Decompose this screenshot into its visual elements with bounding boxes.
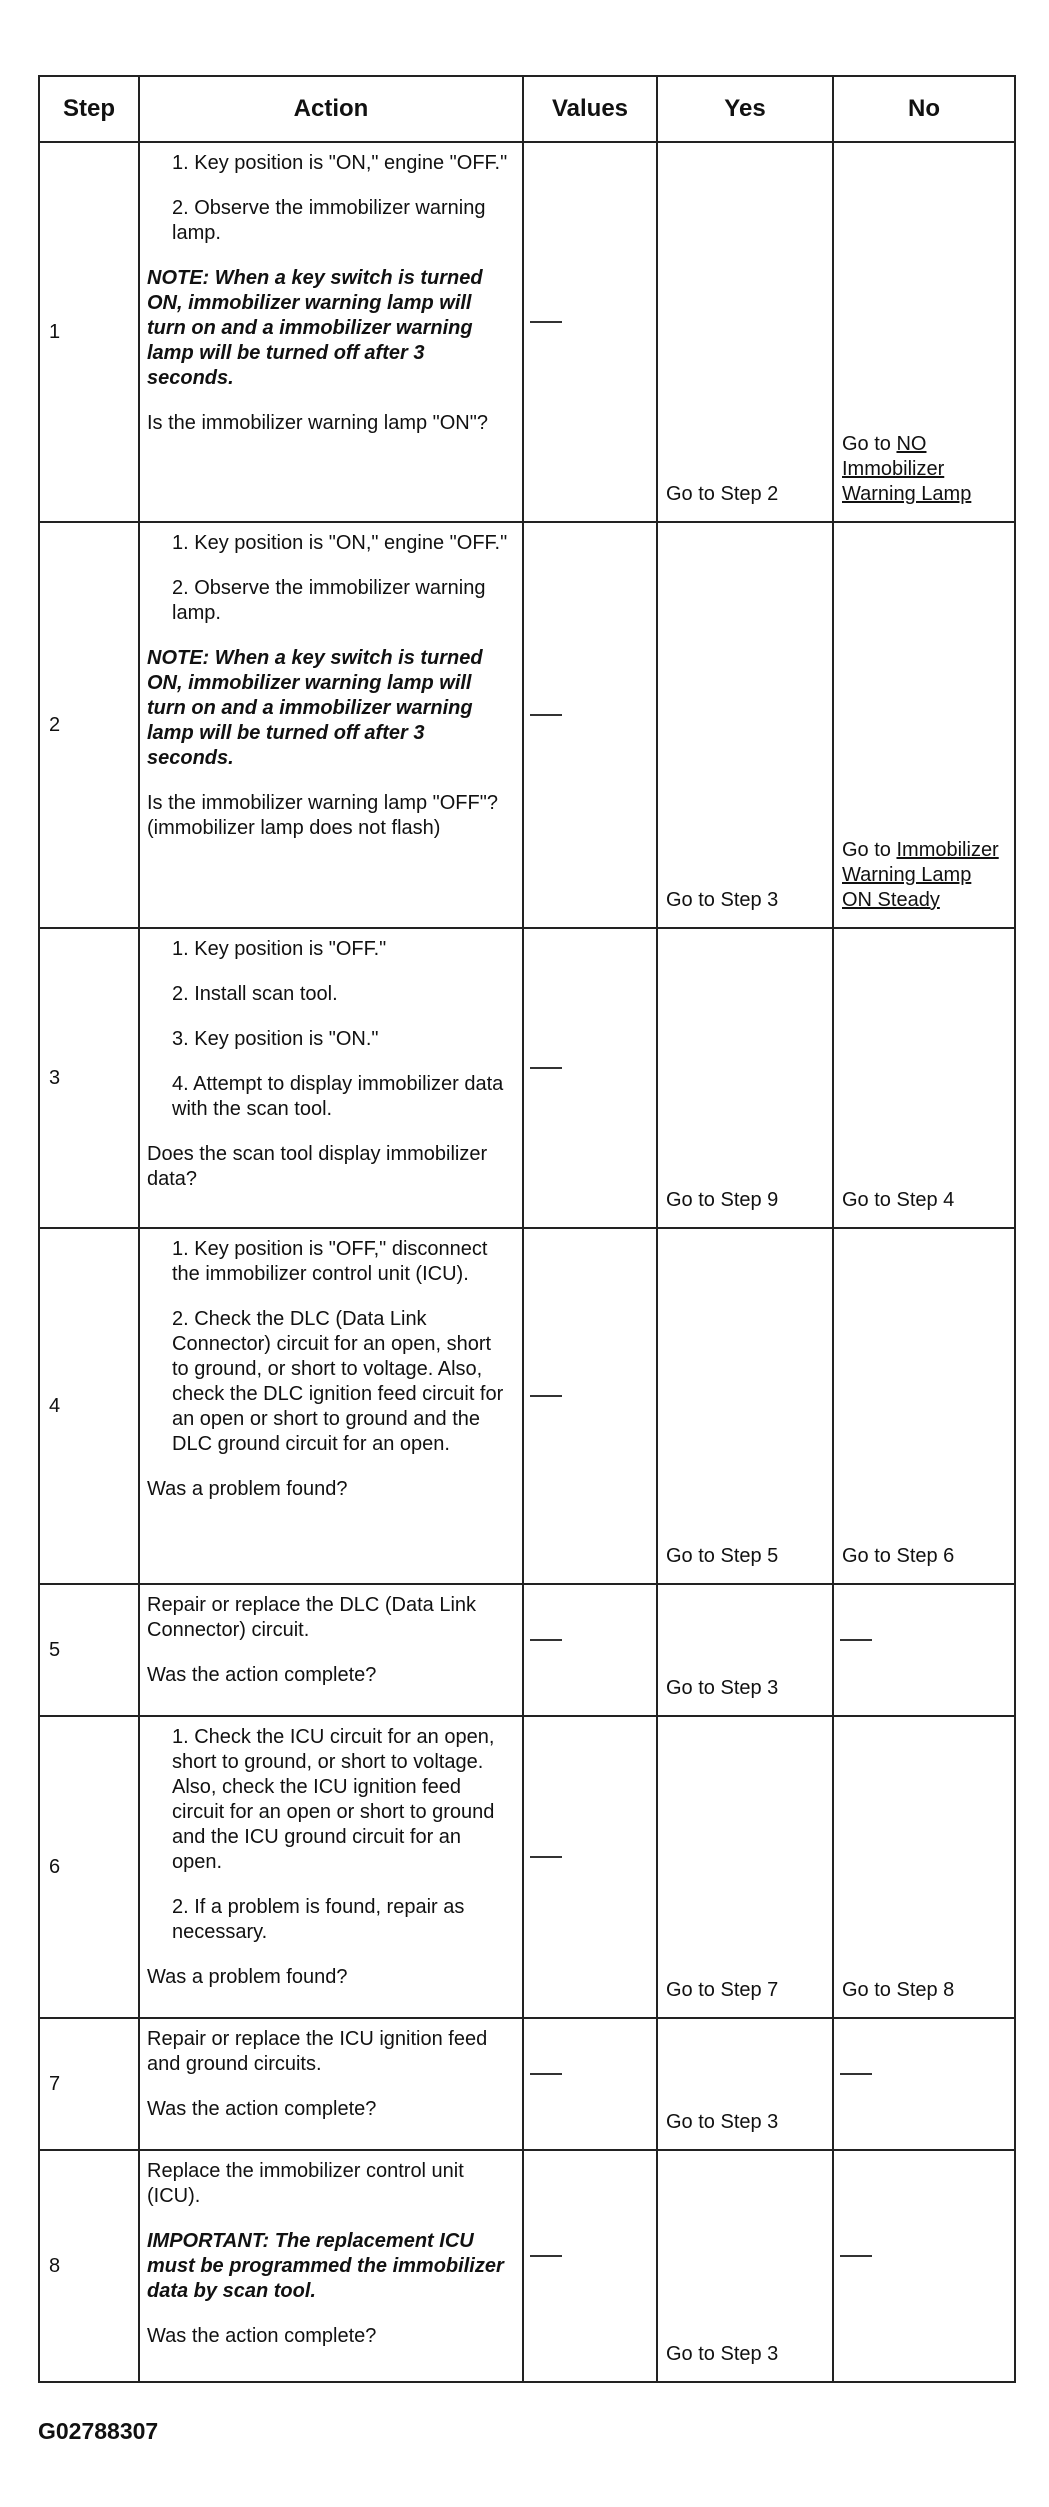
no-text: Go to Step 4 xyxy=(842,1189,955,1211)
values-cell xyxy=(523,1584,657,1716)
step-number: 6 xyxy=(39,1716,139,2018)
action-item: 3. Key position is "ON." xyxy=(172,1028,379,1050)
header-step: Step xyxy=(39,76,139,142)
action-text: Repair or replace the ICU ignition feed and ground circuits. xyxy=(147,2028,488,2075)
yes-cell xyxy=(657,1228,833,1584)
action-item: 1. Check the ICU circuit for an open, short to ground, or short to voltage. Also, check the ICU ignition feed circuit for an open or short to ground and the ICU ground circuit for an open. xyxy=(172,1726,495,1873)
step-number: 4 xyxy=(39,1228,139,1584)
action-item: 1. Key position is "ON," engine "OFF." xyxy=(172,152,508,174)
yes-cell xyxy=(657,1716,833,2018)
no-cell xyxy=(833,1228,1015,1584)
values-cell xyxy=(523,522,657,928)
action-question: Was a problem found? xyxy=(147,1966,348,1988)
no-cell xyxy=(833,2018,1015,2150)
action-cell xyxy=(139,2018,523,2150)
action-text: Replace the immobilizer control unit (ICU). xyxy=(147,2160,464,2207)
action-item: 1. Key position is "ON," engine "OFF." xyxy=(172,532,508,554)
step-number: 7 xyxy=(39,2018,139,2150)
action-item: 2. If a problem is found, repair as necessary. xyxy=(172,1896,465,1943)
action-question: Was the action complete? xyxy=(147,1664,377,1686)
yes-text: Go to Step 3 xyxy=(666,889,779,911)
dash-mark xyxy=(530,1067,562,1094)
table-row xyxy=(39,2150,1015,2382)
header-yes: Yes xyxy=(657,76,833,142)
yes-text: Go to Step 3 xyxy=(666,2343,779,2365)
values-cell xyxy=(523,928,657,1228)
action-question: Does the scan tool display immobilizer data? xyxy=(147,1143,488,1190)
dash-mark xyxy=(530,1395,562,1422)
no-text: Go to Step 6 xyxy=(842,1545,955,1567)
header-row xyxy=(39,76,1015,142)
no-prefix: Go to xyxy=(842,433,891,455)
yes-cell xyxy=(657,928,833,1228)
action-item: 2. Check the DLC (Data Link Connector) circuit for an open, short to ground, or short to voltage. Also, check the DLC ignition feed circuit for an open or short to ground and the DLC ground circuit for an open. xyxy=(172,1308,504,1455)
yes-text: Go to Step 5 xyxy=(666,1545,779,1567)
yes-text: Go to Step 3 xyxy=(666,2111,779,2133)
action-cell xyxy=(139,142,523,522)
values-cell xyxy=(523,1228,657,1584)
action-cell xyxy=(139,522,523,928)
table-row xyxy=(39,2018,1015,2150)
table-row xyxy=(39,142,1015,522)
no-cell xyxy=(833,1584,1015,1716)
dash-mark xyxy=(530,2073,562,2100)
step-number: 1 xyxy=(39,142,139,522)
step-number: 8 xyxy=(39,2150,139,2382)
action-note: IMPORTANT: The replacement ICU must be programmed the immobilizer data by scan tool. xyxy=(147,2230,504,2302)
header-values: Values xyxy=(523,76,657,142)
no-prefix: Go to xyxy=(842,839,891,861)
table-row xyxy=(39,1228,1015,1584)
no-link[interactable]: NO Immobilizer Warning Lamp xyxy=(842,433,972,505)
dash-mark xyxy=(840,1639,872,1666)
dash-mark xyxy=(530,1639,562,1666)
table-row xyxy=(39,522,1015,928)
values-cell xyxy=(523,1716,657,2018)
no-cell xyxy=(833,1716,1015,2018)
action-cell xyxy=(139,1584,523,1716)
yes-cell xyxy=(657,1584,833,1716)
action-question: Is the immobilizer warning lamp "OFF"? (immobilizer lamp does not flash) xyxy=(147,792,498,839)
dash-mark xyxy=(840,2073,872,2100)
table-row xyxy=(39,928,1015,1228)
action-cell xyxy=(139,2150,523,2382)
action-cell xyxy=(139,1228,523,1584)
dash-mark xyxy=(840,2255,872,2282)
dash-mark xyxy=(530,1856,562,1883)
action-cell xyxy=(139,928,523,1228)
action-item: 4. Attempt to display immobilizer data with the scan tool. xyxy=(172,1073,504,1120)
values-cell xyxy=(523,2018,657,2150)
table-row xyxy=(39,1716,1015,2018)
step-number: 3 xyxy=(39,928,139,1228)
header-no: No xyxy=(833,76,1015,142)
action-item: 2. Observe the immobilizer warning lamp. xyxy=(172,577,486,624)
action-note: NOTE: When a key switch is turned ON, immobilizer warning lamp will turn on and a immobilizer warning lamp will be turned off after 3 seconds. xyxy=(147,267,483,389)
action-question: Was a problem found? xyxy=(147,1478,348,1500)
yes-cell xyxy=(657,2018,833,2150)
action-item: 2. Observe the immobilizer warning lamp. xyxy=(172,197,486,244)
yes-text: Go to Step 7 xyxy=(666,1979,779,2001)
action-question: Is the immobilizer warning lamp "ON"? xyxy=(147,412,488,434)
action-note: NOTE: When a key switch is turned ON, immobilizer warning lamp will turn on and a immobilizer warning lamp will be turned off after 3 seconds. xyxy=(147,647,483,769)
no-cell xyxy=(833,2150,1015,2382)
action-question: Was the action complete? xyxy=(147,2098,377,2120)
action-item: 1. Key position is "OFF," disconnect the immobilizer control unit (ICU). xyxy=(172,1238,488,1285)
yes-text: Go to Step 3 xyxy=(666,1677,779,1699)
dash-mark xyxy=(530,714,562,741)
values-cell xyxy=(523,142,657,522)
action-item: 1. Key position is "OFF." xyxy=(172,938,387,960)
no-text: Go to Step 8 xyxy=(842,1979,955,2001)
yes-cell xyxy=(657,2150,833,2382)
values-cell xyxy=(523,2150,657,2382)
step-number: 2 xyxy=(39,522,139,928)
yes-text: Go to Step 2 xyxy=(666,483,779,505)
yes-cell xyxy=(657,142,833,522)
no-link[interactable]: Immobilizer Warning Lamp ON Steady xyxy=(842,839,999,911)
table-row xyxy=(39,1584,1015,1716)
dash-mark xyxy=(530,2255,562,2282)
no-cell xyxy=(833,928,1015,1228)
no-cell xyxy=(833,142,1015,522)
action-question: Was the action complete? xyxy=(147,2325,377,2347)
no-cell xyxy=(833,522,1015,928)
dash-mark xyxy=(530,321,562,348)
diagnostic-table xyxy=(38,75,1016,2383)
header-action: Action xyxy=(139,76,523,142)
action-item: 2. Install scan tool. xyxy=(172,983,338,1005)
action-text: Repair or replace the DLC (Data Link Connector) circuit. xyxy=(147,1594,477,1641)
step-number: 5 xyxy=(39,1584,139,1716)
action-cell xyxy=(139,1716,523,2018)
yes-cell xyxy=(657,522,833,928)
yes-text: Go to Step 9 xyxy=(666,1189,779,1211)
figure-id: G02788307 xyxy=(38,2418,159,2444)
